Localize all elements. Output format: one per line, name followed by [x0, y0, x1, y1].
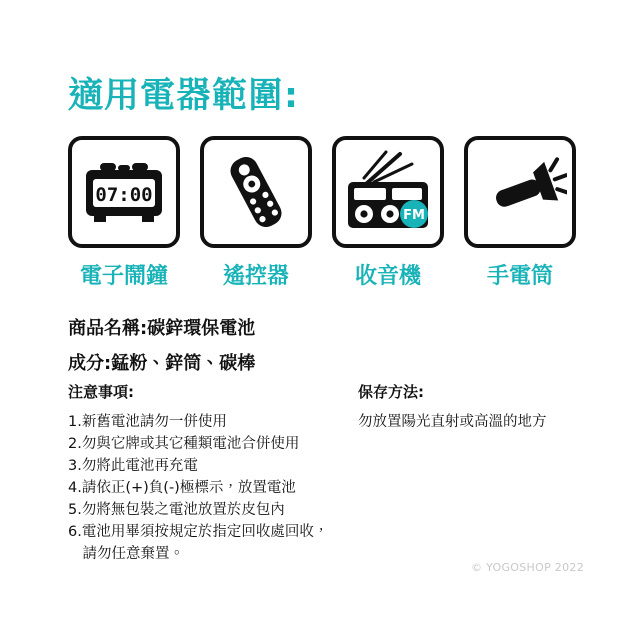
radio-fm-badge: FM	[403, 208, 425, 223]
page-title: 適用電器範圍:	[68, 76, 299, 116]
appliance-label-radio: 收音機	[354, 264, 421, 289]
appliance-label-flashlight: 手電筒	[486, 264, 553, 289]
list-item: 6.電池用畢須按規定於指定回收處回收，	[68, 524, 329, 541]
storage-title: 保存方法:	[358, 383, 424, 401]
notes-title: 注意事項:	[68, 383, 134, 401]
list-item: 4.請依正(+)負(-)極標示，放置電池	[68, 480, 296, 497]
list-item: 2.勿與它牌或其它種類電池合併使用	[68, 436, 300, 453]
alarm-clock-icon	[78, 152, 170, 232]
storage-text: 勿放置陽光直射或高溫的地方	[358, 414, 547, 430]
appliance-icon-row	[68, 136, 576, 290]
alarm-clock-icon-box	[68, 136, 180, 248]
list-item: 3.勿將此電池再充電	[68, 458, 198, 475]
list-item: 請勿任意棄置。	[68, 546, 184, 563]
notes-section	[68, 381, 358, 565]
alarm-clock-display: 07:00	[95, 184, 153, 206]
watermark: © YOGOSHOP 2022	[471, 561, 584, 574]
appliance-item-remote	[200, 136, 312, 290]
product-details	[68, 314, 255, 384]
remote-control-icon	[211, 147, 301, 237]
appliance-label-alarm-clock: 電子鬧鐘	[79, 264, 168, 289]
remote-control-icon-box	[200, 136, 312, 248]
appliance-item-alarm-clock	[68, 136, 180, 290]
notes-list	[68, 411, 358, 565]
radio-icon-box	[332, 136, 444, 248]
product-ingredients: 成分:錳粉、鋅筒、碳棒	[68, 353, 256, 374]
product-name: 商品名稱:碳鋅環保電池	[68, 318, 256, 339]
flashlight-icon-box	[464, 136, 576, 248]
list-item: 1.新舊電池請勿一併使用	[68, 414, 227, 430]
flashlight-icon	[473, 152, 567, 232]
radio-icon	[340, 148, 436, 236]
appliance-label-remote: 遙控器	[222, 264, 289, 289]
storage-section	[358, 381, 588, 433]
list-item: 5.勿將無包裝之電池放置於皮包內	[68, 502, 285, 519]
appliance-item-radio	[332, 136, 444, 290]
appliance-item-flashlight	[464, 136, 576, 290]
